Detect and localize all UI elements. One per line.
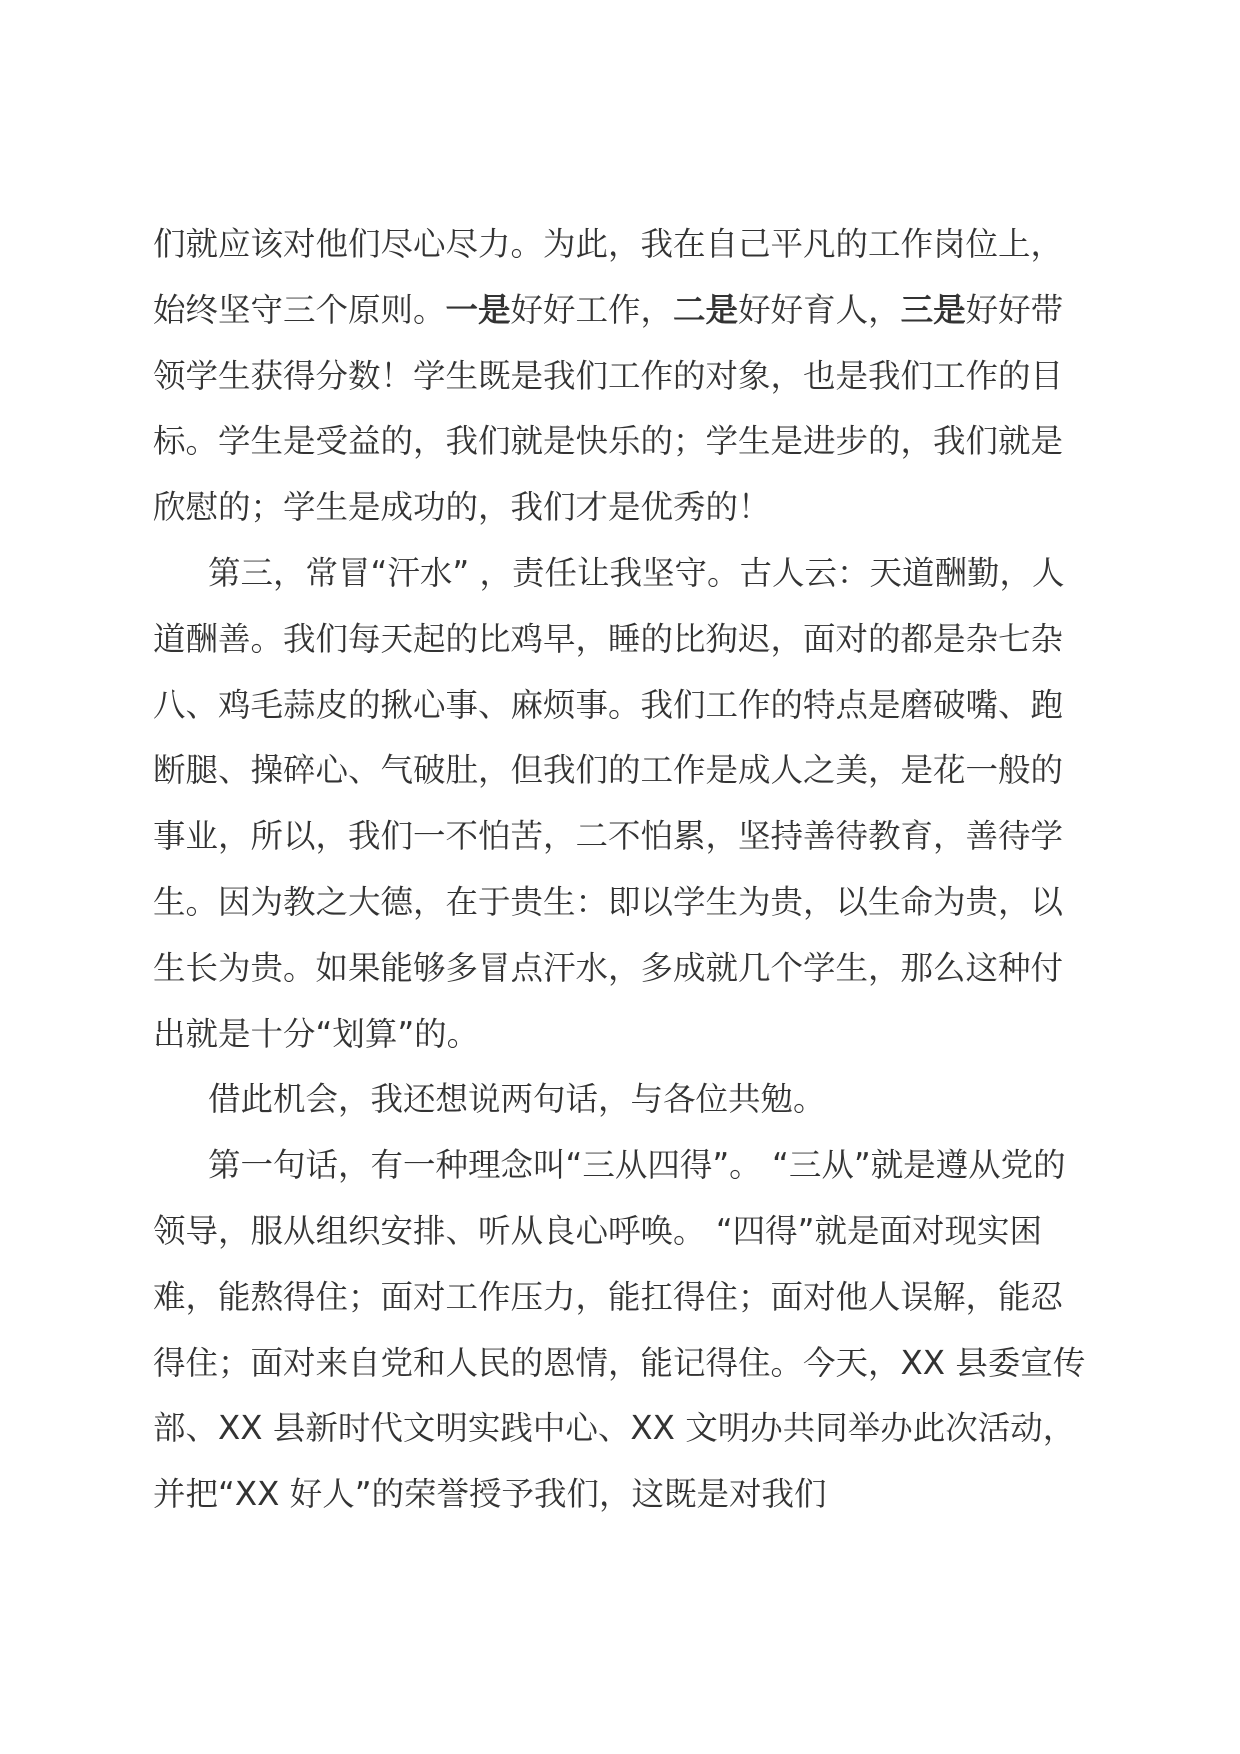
paragraph-1-text-3: 好好育人， [738,290,901,329]
paragraph-3: 借此机会，我还想说两句话，与各位共勉。 [208,1080,826,1119]
paragraph-1-text-1: 们就应该对他们尽心尽力。为此，我在自己平凡的工作岗位上，始终坚守三个原则。 [153,225,1064,329]
paragraph-1-text-4: 好好带领学生获得分数！学生既是我们工作的对象，也是我们工作的目标。学生是受益的，我们就是快乐的；学生是进步的，我们就是欣慰的；学生是成功的，我们才是优秀的！ [153,290,1064,527]
paragraph-2: 第三，常冒“汗水” ，责任让我坚守。古人云：天道酬勤，人道酬善。我们每天起的比鸡早，睡的比狗迟，面对的都是杂七杂八、鸡毛蒜皮的揪心事、麻烦事。我们工作的特点是磨破嘴、跑断腿、操碎心、气破肚，但我们的工作是成人之美，是花一般的事业，所以，我们一不怕苦，二不怕累，坚持善待教育，善待学生。因为教之大德，在于贵生：即以学生为贵，以生命为贵，以生长为贵。如果能够多冒点汗水，多成就几个学生，那么这种付出就是十分“划算”的。 [153,553,1065,1053]
paragraph-4: 第一句话，有一种理念叫“三从四得”。 “三从”就是遵从党的领导，服从组织安排、听从良心呼唤。 “四得”就是面对现实困难，能熬得住；面对工作压力，能扛得住；面对他人误解，能忍得住；面对来自党和人民的恩情，能记得住。今天，XX 县委宣传部、XX 县新时代文明实践中心、XX 文明办共同举办此次活动，并把“XX 好人”的荣誉授予我们，这既是对我们 [153,1146,1086,1514]
paragraph-1 [153,212,1093,541]
paragraph-1-text-2: 好好工作， [510,290,674,329]
bold-point-2: 二是 [673,290,739,329]
document-body [153,212,1093,1528]
bold-point-1: 一是 [445,290,511,329]
bold-point-3: 三是 [900,290,966,329]
